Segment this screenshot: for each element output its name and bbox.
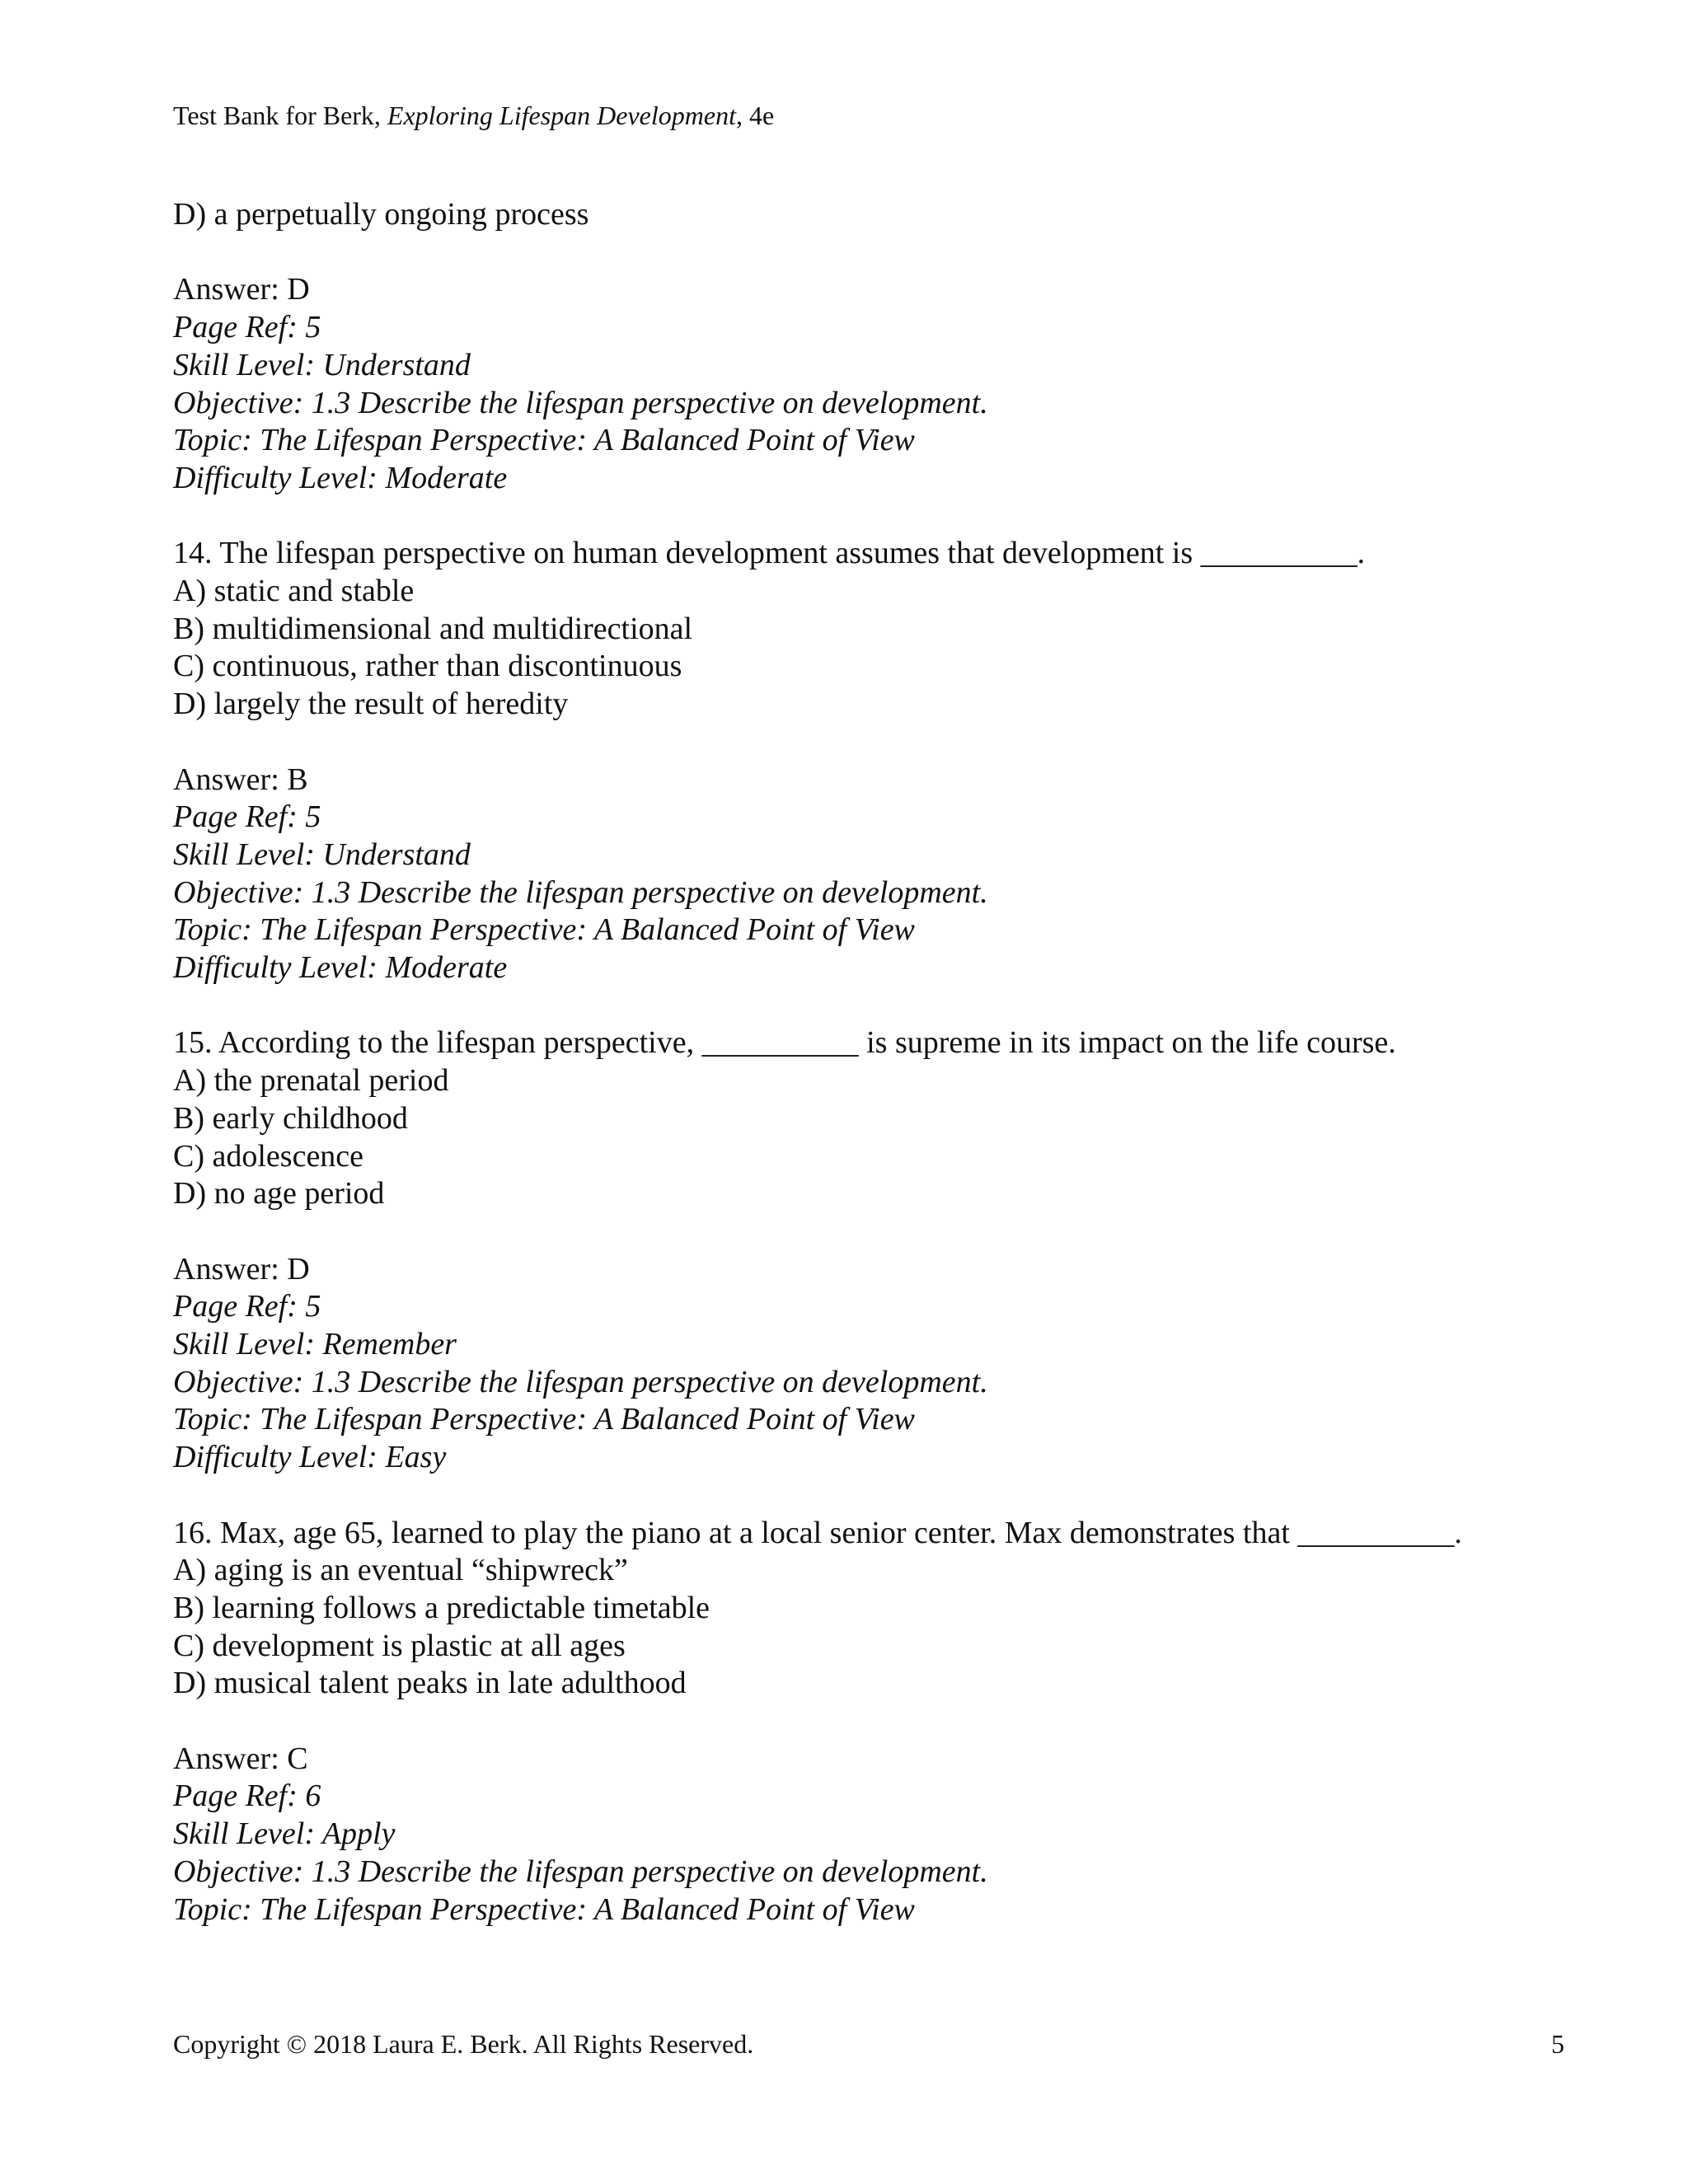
running-header [173,99,774,132]
objective: Objective: 1.3 Describe the lifespan perspective on development. [173,1364,988,1399]
option-c: C) development is plastic at all ages [173,1628,626,1663]
option-d: D) musical talent peaks in late adulthood [173,1666,687,1701]
option-a: A) the prenatal period [173,1063,449,1099]
answer-blank: __________ [1297,1515,1455,1550]
page-ref: Page Ref: 5 [173,1289,321,1324]
skill-level: Skill Level: Apply [173,1816,396,1852]
option-b: B) learning follows a predictable timetable [173,1590,710,1625]
option-d: D) a perpetually ongoing process [173,197,589,232]
topic: Topic: The Lifespan Perspective: A Balanced Point of View [173,423,915,458]
stem-text-end: . [1357,536,1366,571]
stem-text: 15. According to the lifespan perspective, [173,1025,702,1061]
question-15 [173,1024,1574,1476]
header-prefix: Test Bank for Berk, [173,101,387,130]
option-a: A) aging is an eventual “shipwreck” [173,1553,628,1588]
question-14 [173,535,1574,987]
option-c: C) adolescence [173,1138,364,1174]
skill-level: Skill Level: Remember [173,1327,457,1362]
question-stem [173,535,1574,573]
answer: Answer: D [173,272,310,307]
page-ref: Page Ref: 5 [173,799,321,835]
stem-text: 14. The lifespan perspective on human development assumes that development is [173,536,1201,571]
skill-level: Skill Level: Understand [173,347,471,382]
question-16 [173,1515,1574,1929]
objective: Objective: 1.3 Describe the lifespan perspective on development. [173,874,988,910]
stem-text-end: is supreme in its impact on the life course. [858,1025,1396,1061]
page-number: 5 [1551,2029,1564,2059]
option-d: D) no age period [173,1176,385,1212]
page-body [173,196,1574,1929]
question-13-carryover [173,196,1574,498]
answer: Answer: D [173,1251,310,1286]
option-a: A) static and stable [173,574,415,608]
objective: Objective: 1.3 Describe the lifespan perspective on development. [173,1854,988,1889]
option-b: B) multidimensional and multidirectional [173,611,693,646]
page-ref: Page Ref: 5 [173,310,321,345]
question-stem [173,1515,1574,1553]
answer: Answer: C [173,1741,308,1776]
difficulty-level: Difficulty Level: Easy [173,1440,447,1475]
answer-blank: __________ [1200,536,1357,571]
option-d: D) largely the result of heredity [173,687,569,722]
stem-text-end: . [1454,1515,1462,1550]
answer: Answer: B [173,762,308,797]
objective: Objective: 1.3 Describe the lifespan perspective on development. [173,385,988,420]
copyright-footer: Copyright © 2018 Laura E. Berk. All Rights Reserved. [173,2029,754,2059]
topic: Topic: The Lifespan Perspective: A Balanced Point of View [173,912,915,948]
question-stem [173,1024,1574,1062]
header-suffix: , 4e [735,101,775,130]
skill-level: Skill Level: Understand [173,837,471,872]
answer-blank: __________ [701,1025,859,1061]
topic: Topic: The Lifespan Perspective: A Balanced Point of View [173,1402,915,1437]
option-b: B) early childhood [173,1100,408,1136]
topic: Topic: The Lifespan Perspective: A Balanced Point of View [173,1891,915,1927]
difficulty-level: Difficulty Level: Moderate [173,460,508,495]
stem-text: 16. Max, age 65, learned to play the piano at a local senior center. Max demonstrates that [173,1515,1298,1550]
header-book-title: Exploring Lifespan Development [387,101,736,130]
page-ref: Page Ref: 6 [173,1779,321,1814]
option-c: C) continuous, rather than discontinuous [173,649,682,684]
difficulty-level: Difficulty Level: Moderate [173,950,508,986]
